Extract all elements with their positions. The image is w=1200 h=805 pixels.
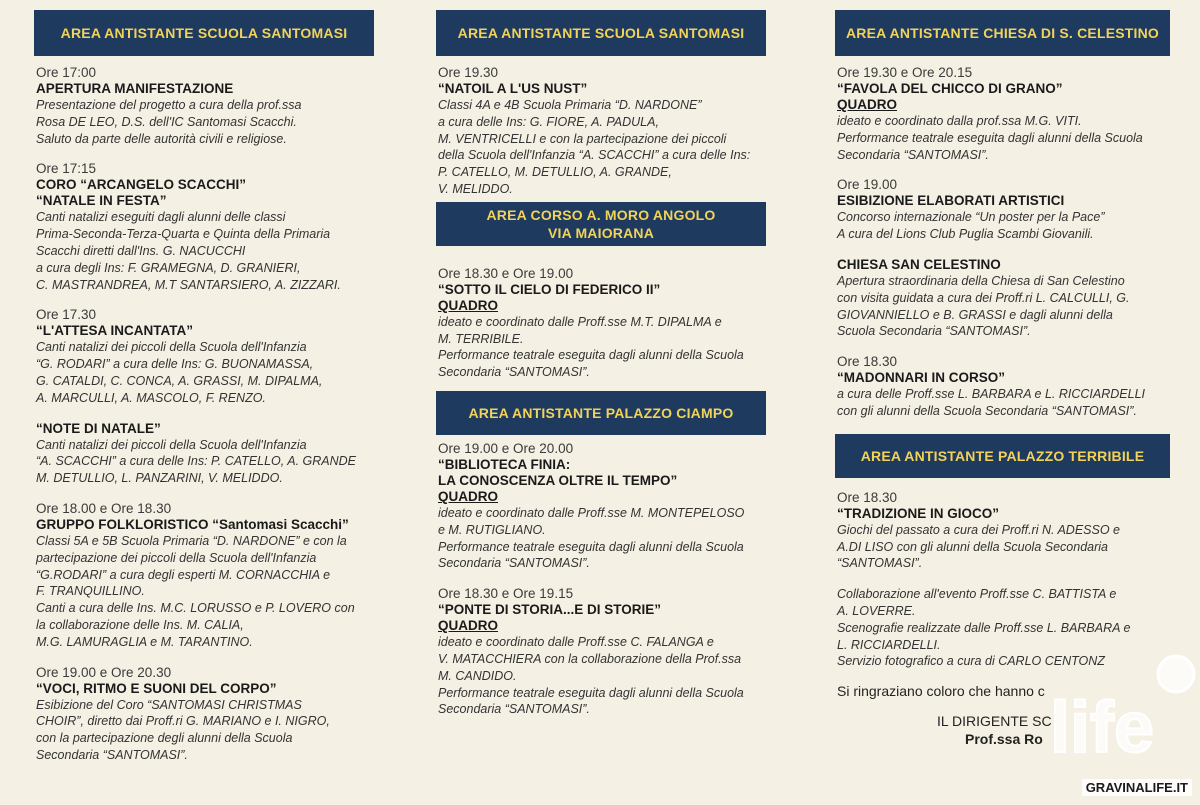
event-line: C. MASTRANDREA, M.T SANTARSIERO, A. ZIZZARI. bbox=[36, 277, 341, 292]
event-time: Ore 18.30 bbox=[837, 489, 898, 505]
section-header-corso-moro bbox=[436, 202, 766, 246]
event-line: Performance teatrale eseguita dagli alunni della Scuola bbox=[438, 348, 744, 363]
section-header-line: VIA MAIORANA bbox=[547, 224, 655, 241]
section-header-chiesa-celestino: AREA ANTISTANTE CHIESA DI S. CELESTINO bbox=[835, 10, 1170, 56]
event-time: Ore 17.30 bbox=[36, 307, 97, 323]
event-madonnari bbox=[837, 354, 1170, 420]
credits-line: Servizio fotografico a cura di CARLO CENTONZ bbox=[837, 654, 1105, 669]
event-subtitle: “NATALE IN FESTA” bbox=[36, 193, 167, 209]
column-2 bbox=[436, 10, 766, 718]
event-line: Canti natalizi eseguiti dagli alunni delle classi bbox=[36, 210, 286, 225]
event-line: Canti natalizi dei piccoli della Scuola dell'Infanzia bbox=[36, 340, 307, 355]
event-line: con gli alunni della Scuola Secondaria “SANTOMASI”. bbox=[837, 403, 1137, 418]
event-title: “FAVOLA DEL CHICCO DI GRANO” bbox=[837, 81, 1063, 96]
event-line: Presentazione del progetto a cura della prof.ssa bbox=[36, 98, 302, 112]
section-header-palazzo-ciampo: AREA ANTISTANTE PALAZZO CIAMPO bbox=[436, 391, 766, 435]
event-apertura bbox=[36, 65, 374, 147]
event-line: Performance teatrale eseguita dagli alunni della Scuola bbox=[438, 539, 744, 554]
signature-name: Prof.ssa Ro bbox=[965, 731, 1043, 748]
event-line: a cura delle Ins: G. FIORE, A. PADULA, bbox=[438, 114, 659, 129]
event-line: Secondaria “SANTOMASI”. bbox=[837, 147, 989, 162]
thanks-text: Si ringraziano coloro che hanno c bbox=[837, 683, 1045, 700]
event-line: ideato e coordinato dalle Proff.sse C. FALANGA e bbox=[438, 635, 714, 650]
event-line: A. MARCULLI, A. MASCOLO, F. RENZO. bbox=[36, 390, 266, 405]
credits-line: Collaborazione all'evento Proff.sse C. BATTISTA e bbox=[837, 587, 1117, 602]
event-line: CHOIR”, diretto dai Proff.ri G. MARIANO e I. NIGRO, bbox=[36, 714, 330, 729]
event-line: e M. RUTIGLIANO. bbox=[438, 522, 546, 537]
section-header-line: AREA CORSO A. MORO ANGOLO bbox=[486, 206, 716, 223]
event-line: Secondaria “SANTOMASI”. bbox=[438, 556, 590, 571]
event-time: Ore 19.00 bbox=[837, 177, 898, 193]
event-title: “MADONNARI IN CORSO” bbox=[837, 370, 1005, 386]
event-time: Ore 19.30 bbox=[438, 65, 499, 80]
event-line: Scacchi diretti dall'Ins. G. NACUCCHI bbox=[36, 243, 246, 258]
event-line: Secondaria “SANTOMASI”. bbox=[438, 702, 590, 717]
event-line: Performance teatrale eseguita dagli alunni della Scuola bbox=[837, 130, 1143, 145]
event-title: “L'ATTESA INCANTATA” bbox=[36, 323, 193, 339]
event-line: Rosa DE LEO, D.S. dell'IC Santomasi Scacchi. bbox=[36, 114, 297, 129]
signature-role: IL DIRIGENTE SC bbox=[937, 713, 1052, 730]
event-line: Secondaria “SANTOMASI”. bbox=[36, 747, 188, 762]
event-biblioteca-finia bbox=[438, 441, 766, 572]
event-line: G. CATALDI, C. CONCA, A. GRASSI, M. DIPALMA, bbox=[36, 373, 323, 388]
event-title: “PONTE DI STORIA...E DI STORIE” bbox=[438, 602, 662, 618]
credits-line: Scenografie realizzate dalle Proff.sse L. BARBARA e bbox=[837, 620, 1131, 635]
event-line: Giochi del passato a cura dei Proff.ri N. ADESSO e bbox=[837, 522, 1120, 537]
event-natoil bbox=[438, 65, 766, 198]
event-title: LA CONOSCENZA OLTRE IL TEMPO” bbox=[438, 472, 678, 488]
event-ponte-di-storia bbox=[438, 586, 766, 718]
section-header-scuola-santomasi: AREA ANTISTANTE SCUOLA SANTOMASI bbox=[34, 10, 374, 56]
event-line: a cura delle Proff.sse L. BARBARA e L. RICCIARDELLI bbox=[837, 387, 1145, 402]
event-time: Ore 18.30 e Ore 19.15 bbox=[438, 586, 574, 602]
event-line: Canti natalizi dei piccoli della Scuola dell'Infanzia bbox=[36, 437, 307, 452]
credits-line: L. RICCIARDELLI. bbox=[837, 637, 941, 652]
event-line: ideato e coordinato dalle Proff.sse M. MONTEPELOSO bbox=[438, 505, 745, 520]
event-line: Classi 4A e 4B Scuola Primaria “D. NARDONE” bbox=[438, 98, 702, 112]
event-line: con visita guidata a cura dei Proff.ri L. CALCULLI, G. bbox=[837, 290, 1130, 305]
event-title: “TRADIZIONE IN GIOCO” bbox=[837, 505, 999, 521]
event-line: “G. RODARI” a cura delle Ins: G. BUONAMASSA, bbox=[36, 357, 314, 372]
event-line: Secondaria “SANTOMASI”. bbox=[438, 365, 590, 380]
event-line: GIOVANNIELLO e B. GRASSI e dagli alunni della bbox=[837, 307, 1113, 322]
event-line: Apertura straordinaria della Chiesa di San Celestino bbox=[837, 273, 1125, 288]
event-line: M. TERRIBILE. bbox=[438, 331, 524, 346]
event-line: “G.RODARI” a cura degli esperti M. CORNACCHIA e bbox=[36, 567, 331, 582]
event-line: M. CANDIDO. bbox=[438, 668, 517, 683]
event-line: M.G. LAMURAGLIA e M. TARANTINO. bbox=[36, 634, 253, 649]
event-title: APERTURA MANIFESTAZIONE bbox=[36, 81, 234, 96]
event-favola-chicco bbox=[837, 65, 1170, 163]
event-attesa-incantata bbox=[36, 307, 374, 406]
event-voci-ritmo bbox=[36, 665, 374, 764]
event-title: “SOTTO IL CIELO DI FEDERICO II” bbox=[438, 281, 661, 297]
event-line: Canti a cura delle Ins. M.C. LORUSSO e P. LOVERO con bbox=[36, 601, 355, 616]
event-time: Ore 17:00 bbox=[36, 65, 97, 80]
event-time: Ore 18.30 bbox=[837, 354, 898, 370]
event-line: partecipazione dei piccoli della Scuola dell'Infanzia bbox=[36, 550, 317, 565]
event-line: Saluto da parte delle autorità civili e religiose. bbox=[36, 131, 287, 146]
event-title: CHIESA SAN CELESTINO bbox=[837, 256, 1001, 272]
event-time: Ore 19.00 e Ore 20.30 bbox=[36, 664, 172, 680]
gravinalife-watermark bbox=[1040, 652, 1200, 800]
event-title: “VOCI, RITMO E SUONI DEL CORPO” bbox=[36, 680, 277, 696]
event-line: Performance teatrale eseguita dagli alunni della Scuola bbox=[438, 685, 744, 700]
event-line: con la partecipazione degli alunni della Scuola bbox=[36, 731, 293, 746]
event-line: “A. SCACCHI” a cura delle Ins: P. CATELLO, A. GRANDE bbox=[36, 454, 357, 469]
event-title: “NOTE DI NATALE” bbox=[36, 420, 161, 436]
column-1 bbox=[34, 10, 374, 764]
event-elaborati-artistici bbox=[837, 177, 1170, 243]
event-time: Ore 19.00 e Ore 20.00 bbox=[438, 440, 574, 456]
event-note-di-natale bbox=[36, 421, 374, 487]
event-line: ideato e coordinato dalle Proff.sse M.T. DIPALMA e bbox=[438, 314, 722, 329]
event-line: M. VENTRICELLI e con la partecipazione dei piccoli bbox=[438, 131, 727, 146]
event-quadro-label: QUADRO bbox=[438, 618, 498, 634]
event-sotto-il-cielo bbox=[438, 266, 766, 381]
event-line: Classi 5A e 5B Scuola Primaria “D. NARDONE” e con la bbox=[36, 533, 347, 548]
event-line: M. DETULLIO, L. PANZARINI, V. MELIDDO. bbox=[36, 471, 283, 486]
event-line: ideato e coordinato dalla prof.ssa M.G. VITI. bbox=[837, 114, 1082, 128]
event-line: Scuola Secondaria “SANTOMASI”. bbox=[837, 324, 1031, 339]
event-time: Ore 17:15 bbox=[36, 161, 97, 177]
gravinalife-logo-icon bbox=[1040, 652, 1200, 800]
credits-line: A. LOVERRE. bbox=[837, 603, 916, 618]
event-time: Ore 19.30 e Ore 20.15 bbox=[837, 65, 973, 80]
event-time: Ore 18.30 e Ore 19.00 bbox=[438, 265, 574, 281]
event-title: “NATOIL A L'US NUST” bbox=[438, 81, 588, 96]
event-line: a cura degli Ins: F. GRAMEGNA, D. GRANIERI, bbox=[36, 260, 301, 275]
event-title: ESIBIZIONE ELABORATI ARTISTICI bbox=[837, 193, 1065, 209]
event-line: A.DI LISO con gli alunni della Scuola Secondaria bbox=[837, 539, 1108, 554]
event-line: “SANTOMASI”. bbox=[837, 556, 923, 571]
event-quadro-label: QUADRO bbox=[837, 97, 897, 112]
event-chiesa-san-celestino bbox=[837, 257, 1170, 340]
event-quadro-label: QUADRO bbox=[438, 488, 498, 504]
section-header-palazzo-terribile: AREA ANTISTANTE PALAZZO TERRIBILE bbox=[835, 434, 1170, 478]
event-time: Ore 18.00 e Ore 18.30 bbox=[36, 500, 172, 516]
event-line: della Scuola dell'Infanzia “A. SCACCHI” a cura delle Ins: bbox=[438, 148, 751, 163]
event-line: V. MATACCHIERA con la collaborazione della Prof.ssa bbox=[438, 651, 742, 666]
event-line: V. MELIDDO. bbox=[438, 181, 513, 196]
event-coro-scacchi bbox=[36, 161, 374, 293]
event-quadro-label: QUADRO bbox=[438, 297, 498, 313]
column-3 bbox=[835, 10, 1170, 748]
event-line: Concorso internazionale “Un poster per la Pace” bbox=[837, 210, 1105, 225]
logo-text: life bbox=[1050, 688, 1155, 768]
event-line: Esibizione del Coro “SANTOMASI CHRISTMAS bbox=[36, 697, 302, 712]
event-title: GRUPPO FOLKLORISTICO “Santomasi Scacchi” bbox=[36, 516, 349, 532]
watermark-site-label[interactable]: GRAVINALIFE.IT bbox=[1082, 779, 1192, 796]
event-gruppo-folkloristico bbox=[36, 501, 374, 651]
event-title: CORO “ARCANGELO SCACCHI” bbox=[36, 177, 247, 193]
event-tradizione-in-gioco bbox=[837, 490, 1170, 572]
event-line: Prima-Seconda-Terza-Quarta e Quinta della Primaria bbox=[36, 227, 331, 242]
event-line: A cura del Lions Club Puglia Scambi Giovanili. bbox=[837, 227, 1094, 242]
section-header-scuola-santomasi: AREA ANTISTANTE SCUOLA SANTOMASI bbox=[436, 10, 766, 56]
event-line: P. CATELLO, M. DETULLIO, A. GRANDE, bbox=[438, 165, 672, 180]
event-line: la collaborazione delle Ins. M. CALIA, bbox=[36, 617, 244, 632]
event-line: F. TRANQUILLINO. bbox=[36, 584, 145, 599]
event-title: “BIBLIOTECA FINIA: bbox=[438, 456, 571, 472]
